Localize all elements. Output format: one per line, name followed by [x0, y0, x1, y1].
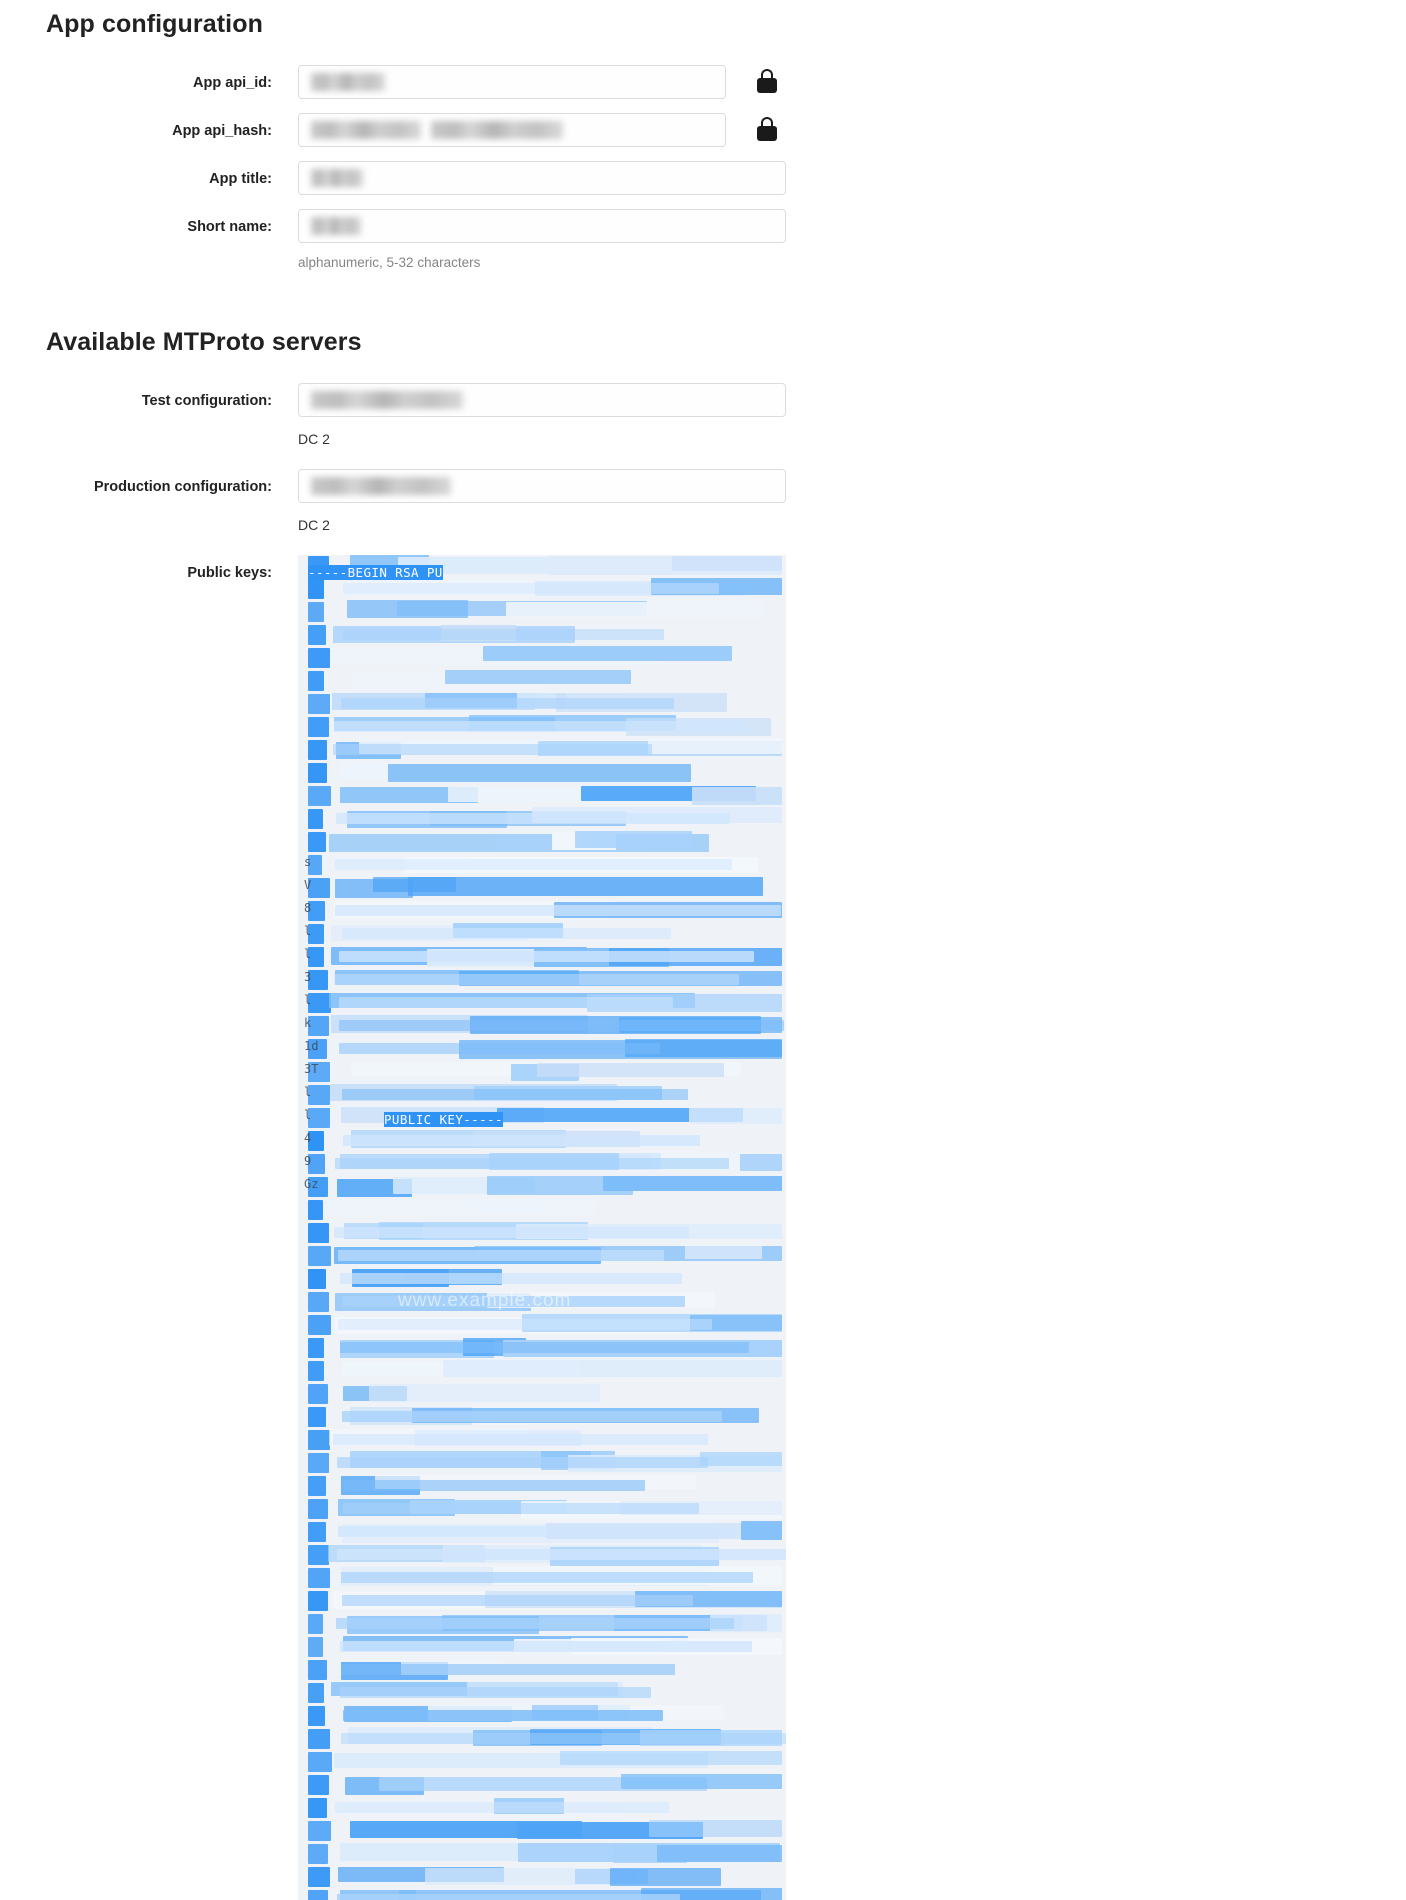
key-char-fragment: V — [304, 878, 312, 892]
control-production-configuration — [298, 469, 786, 503]
pem-begin-marker: -----BEGIN RSA PU — [308, 565, 443, 580]
label-app-title: App title: — [209, 171, 272, 187]
public-keys-block[interactable] — [298, 555, 786, 1900]
key-char-fragment: 3T — [304, 1062, 319, 1076]
key-char-fragment: 1d — [304, 1039, 319, 1053]
production-configuration-input[interactable] — [298, 469, 786, 503]
form-row-public-keys — [0, 555, 1406, 1900]
key-char-fragment: Gz — [304, 1177, 319, 1191]
form-row-production-configuration — [0, 469, 1406, 503]
key-char-fragment: s — [304, 855, 312, 869]
watermark-text: www.example.com — [398, 1290, 572, 1311]
form-row-short-name — [0, 209, 1406, 243]
page-title-mtproto-servers: Available MTProto servers — [46, 328, 362, 356]
form-row-api-id — [0, 65, 1406, 99]
production-configuration-dc: DC 2 — [298, 517, 330, 533]
app-title-input[interactable] — [298, 161, 786, 195]
label-public-keys: Public keys: — [187, 565, 272, 581]
control-app-title — [298, 161, 786, 195]
key-char-fragment: l — [304, 993, 312, 1007]
label-api-id: App api_id: — [193, 75, 272, 91]
redacted-value — [311, 73, 385, 91]
redacted-value — [311, 169, 363, 187]
label-api-hash: App api_hash: — [172, 123, 272, 139]
label-test-configuration: Test configuration: — [141, 393, 272, 409]
key-char-fragment: 8 — [304, 901, 312, 915]
api-id-input[interactable] — [298, 65, 726, 99]
pem-end-marker: PUBLIC KEY----- — [384, 1112, 503, 1127]
control-test-configuration — [298, 383, 786, 417]
key-char-fragment: l — [304, 924, 312, 938]
key-char-fragment: l — [304, 947, 312, 961]
key-char-fragment: l — [304, 1108, 312, 1122]
redacted-value — [431, 121, 563, 139]
control-short-name — [298, 209, 786, 243]
form-row-test-configuration — [0, 383, 1406, 417]
label-production-configuration: Production configuration: — [93, 479, 272, 495]
redacted-value — [311, 391, 463, 409]
key-char-fragment: 3 — [304, 970, 312, 984]
key-char-fragment: l — [304, 1085, 312, 1099]
form-row-api-hash — [0, 113, 1406, 147]
redacted-value — [311, 121, 421, 139]
control-api-hash — [298, 113, 778, 147]
test-configuration-dc: DC 2 — [298, 431, 330, 447]
form-row-app-title — [0, 161, 1406, 195]
key-char-fragment: 9 — [304, 1154, 312, 1168]
short-name-helper-text: alphanumeric, 5-32 characters — [298, 255, 481, 270]
key-char-fragment: 4 — [304, 1131, 312, 1145]
redacted-value — [311, 477, 451, 495]
control-api-id — [298, 65, 778, 99]
page-title-app-configuration: App configuration — [46, 10, 263, 38]
test-configuration-input[interactable] — [298, 383, 786, 417]
api-hash-input[interactable] — [298, 113, 726, 147]
lock-icon — [756, 69, 778, 95]
redacted-value — [311, 217, 361, 235]
short-name-input[interactable] — [298, 209, 786, 243]
key-char-fragment: k — [304, 1016, 312, 1030]
lock-icon — [756, 117, 778, 143]
label-short-name: Short name: — [187, 219, 272, 235]
